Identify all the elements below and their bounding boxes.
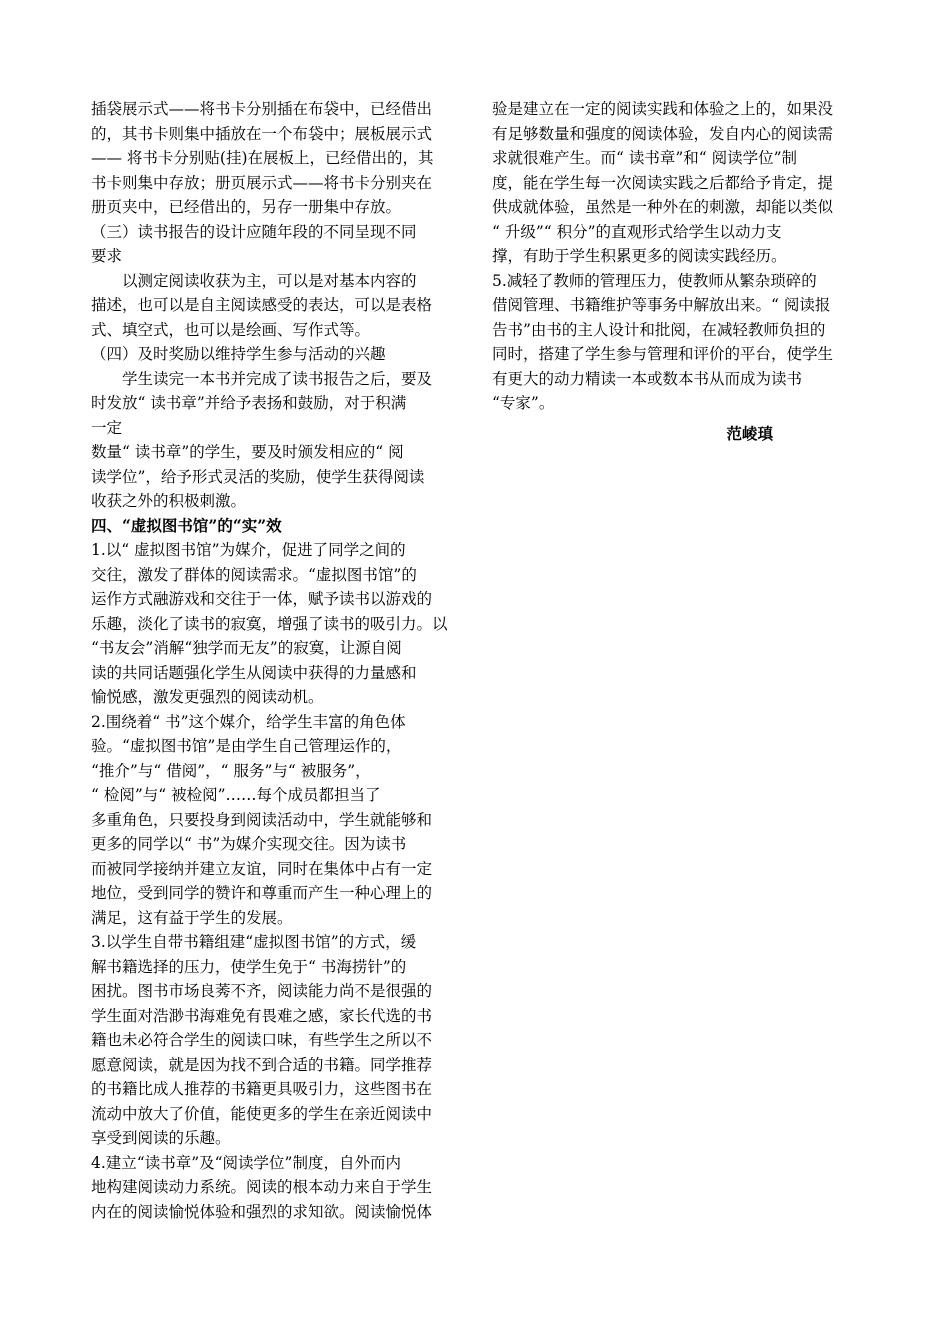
text-line: 内在的阅读愉悦体验和强烈的求知欲。阅读愉悦体 [91, 1202, 433, 1221]
text-line: 流动中放大了价值，能使更多的学生在亲近阅读中 [91, 1104, 433, 1123]
text-line: 求就很难产生。而“ 读书章”和“ 阅读学位”制 [492, 149, 798, 167]
text-line: 的书籍比成人推荐的书籍更具吸引力，这些图书在 [91, 1080, 433, 1098]
text-line: 册页夹中，已经借出的，另存一册集中存放。 [91, 198, 402, 216]
text-line: “ 升级”“ 积分”的直观形式给学生以动力支 [492, 222, 782, 241]
text-line: “推介”与“ 借阅”，“ 服务”与“ 被服务”， [91, 761, 371, 780]
text-line: 供成就体验，虽然是一种外在的刺激，却能以类似 [492, 198, 834, 216]
subheading: （四）及时奖励以维持学生参与活动的兴趣 [91, 345, 386, 363]
text-line: 读学位”，给予形式灵活的奖励，使学生获得阅读 [91, 467, 425, 486]
text-line: 验是建立在一定的阅读实践和体验之上的，如果没 [492, 100, 834, 118]
text-line: 解书籍选择的压力，使学生免于“ 书海捞针”的 [91, 957, 407, 976]
right-column [492, 97, 867, 446]
subheading: （三）读书报告的设计应随年段的不同呈现不同 [91, 222, 417, 241]
text-line: 运作方式融游戏和交往于一体，赋予读书以游戏的 [91, 590, 433, 608]
text-line: 插袋展示式——将书卡分别插在布袋中，已经借出 [91, 100, 433, 118]
text-line: 地构建阅读动力系统。阅读的根本动力来自于学生 [91, 1178, 433, 1196]
text-line: 收获之外的积极刺激。 [91, 492, 247, 510]
text-line: 数量“ 读书章”的学生，要及时颁发相应的“ 阅 [91, 443, 404, 461]
text-line: 多重角色，只要投身到阅读活动中，学生就能够和 [91, 810, 433, 829]
text-line: 困扰。图书市场良莠不齐，阅读能力尚不是很强的 [91, 982, 433, 1000]
text-line: 满足，这有益于学生的发展。 [91, 908, 293, 927]
text-line: 的，其书卡则集中插放在一个布袋中；展板展示式 [91, 124, 433, 143]
text-line: 而被同学接纳并建立友谊，同时在集体中占有一定 [91, 859, 433, 878]
text-line: 交往，激发了群体的阅读需求。“虚拟图书馆”的 [91, 565, 417, 584]
text-line: 更多的同学以“ 书”为媒介实现交往。因为读书 [91, 835, 407, 853]
text-line: 地位，受到同学的赞许和尊重而产生一种心理上的 [91, 884, 433, 902]
text-line: 有更大的动力精读一本或数本书从而成为读书 [492, 369, 803, 388]
text-line: 学生面对浩渺书海难免有畏难之感，家长代选的书 [91, 1006, 433, 1025]
text-line: 5.减轻了教师的管理压力，使教师从繁杂琐碎的 [492, 271, 817, 290]
text-line: 告书”由书的主人设计和批阅，在减轻教师负担的 [492, 320, 826, 339]
text-line: 学生读完一本书并完成了读书报告之后，要及 [91, 369, 433, 388]
text-line: “专家”。 [492, 394, 555, 412]
text-line: 4.建立“读书章”及“阅读学位”制度，自外而内 [91, 1153, 401, 1172]
text-line: 1.以“ 虚拟图书馆”为媒介，促进了同学之间的 [91, 541, 406, 559]
text-line: 愿意阅读，就是因为找不到合适的书籍。同学推荐 [91, 1055, 433, 1074]
text-line: 借阅管理、书籍维护等事务中解放出来。“ 阅读报 [492, 296, 831, 314]
text-line: 同时，搭建了学生参与管理和评价的平台，使学生 [492, 345, 834, 363]
author-signature: 范崚瑱 [726, 423, 773, 443]
text-line: “ 检阅”与“ 被检阅”……每个成员都担当了 [91, 786, 381, 804]
text-line: 3.以学生自带书籍组建“虚拟图书馆”的方式，缓 [91, 933, 417, 951]
text-line: 有足够数量和强度的阅读体验，发自内心的阅读需 [492, 124, 834, 143]
text-line: 一定 [91, 418, 123, 437]
text-line: 读的共同话题强化学生从阅读中获得的力量感和 [91, 663, 417, 682]
subheading: 要求 [91, 247, 123, 265]
text-line: 时发放“ 读书章”并给予表扬和鼓励，对于积满 [91, 394, 407, 412]
text-line: 描述，也可以是自主阅读感受的表达，可以是表格 [91, 296, 433, 314]
text-line: 度，能在学生每一次阅读实践之后都给予肯定，提 [492, 173, 834, 192]
text-line: 籍也未必符合学生的阅读口味，有些学生之所以不 [91, 1031, 433, 1049]
text-line: 享受到阅读的乐趣。 [91, 1129, 231, 1147]
text-line: —— 将书卡分别贴(挂)在展板上，已经借出的，其 [91, 149, 434, 167]
text-line: “书友会”消解“独学而无友”的寂寞，让源自阅 [91, 639, 402, 657]
left-column [91, 97, 466, 1224]
text-line: 2.围绕着“ 书”这个媒介，给学生丰富的角色体 [91, 712, 406, 731]
text-line: 愉悦感，激发更强烈的阅读动机。 [91, 688, 324, 706]
section-heading: 四、“虚拟图书馆”的“实”效 [91, 515, 282, 535]
text-line: 乐趣，淡化了读书的寂寞，增强了读书的吸引力。以 [91, 614, 448, 633]
text-line: 以测定阅读收获为主，可以是对基本内容的 [91, 271, 417, 290]
text-line: 验。“虚拟图书馆”是由学生自己管理运作的， [91, 737, 402, 755]
text-line: 撑，有助于学生积累更多的阅读实践经历。 [492, 247, 787, 265]
text-line: 式、填空式，也可以是绘画、写作式等。 [91, 320, 371, 339]
text-line: 书卡则集中存放；册页展示式——将书卡分别夹在 [91, 173, 433, 192]
